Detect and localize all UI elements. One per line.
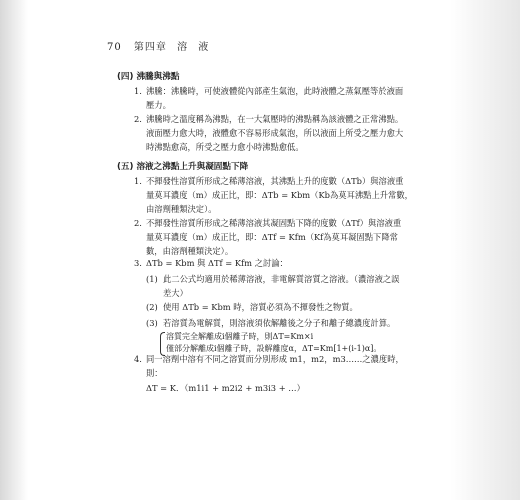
item-line: 沸騰：沸騰時，可使液體從內部產生氣泡，此時液體之蒸氣壓等於液面 bbox=[146, 86, 404, 96]
sub-item bbox=[146, 300, 358, 314]
page-header bbox=[107, 38, 209, 53]
sub-item-number: (2) bbox=[146, 302, 158, 312]
sub-item-line: 若溶質為電解質，則溶液須依解離後之分子和離子總濃度計算。 bbox=[163, 318, 396, 328]
item-line: 液面壓力愈大時，液體愈不容易形成氣泡，所以液面上所受之壓力愈大 bbox=[146, 128, 404, 138]
item-line: 同一溶劑中溶有不同之溶質而分別形成 m1，m2，m3……之濃度時， bbox=[146, 354, 404, 364]
item-line: 則： bbox=[146, 368, 163, 378]
list-item bbox=[134, 84, 404, 112]
item-number: 1. bbox=[134, 86, 142, 96]
sub-item-line: 使用 ΔTb = Kbm 時，溶質必須為不揮發性之物質。 bbox=[163, 302, 358, 312]
formula: ΔT = K．（m1i1 + m2i2 + m3i3 + …） bbox=[146, 383, 305, 393]
item-line: 量莫耳濃度（m）成正比，即：ΔTb = Kbm（Kb為莫耳沸點上升常數， bbox=[146, 190, 413, 200]
item-line: 不揮發性溶質所形成之稀薄溶液其凝固點下降的度數（ΔTf）與溶液重 bbox=[146, 218, 402, 228]
item-line: ΔTb = Kbm 與 ΔTf = Kfm 之討論： bbox=[146, 258, 288, 268]
item-number: 1. bbox=[134, 176, 142, 186]
chapter-title-part2: 液 bbox=[198, 42, 210, 53]
sub-item-number: (1) bbox=[146, 274, 158, 284]
item-line: 量莫耳濃度（m）成正比，即：ΔTf = Kfm（Kf為莫耳凝固點下降常 bbox=[146, 232, 398, 242]
item-line: 數，由溶劑種類決定）。 bbox=[146, 246, 234, 256]
item-number: 2. bbox=[134, 218, 142, 228]
sub-item-line: 此二公式均適用於稀薄溶液，非電解質溶質之溶液。（濃溶液之誤 bbox=[163, 274, 400, 284]
item-line: 時沸點愈高，所受之壓力愈小時沸點愈低。 bbox=[146, 142, 304, 152]
item-line: 壓力。 bbox=[146, 100, 171, 110]
list-item bbox=[134, 174, 413, 216]
sub-item-line: 差大） bbox=[163, 288, 188, 298]
brace-case-line: 僅部分解離成i個離子時，設解離度α，ΔT=Km[1+(i-1)α]。 bbox=[166, 344, 382, 353]
item-line: 由溶劑種類決定）。 bbox=[146, 204, 217, 214]
sub-item bbox=[146, 316, 396, 330]
item-number: 2. bbox=[134, 114, 142, 124]
page-number: 70 bbox=[107, 42, 122, 53]
item-line: 沸騰時之溫度稱為沸點，在一大氣壓時的沸點稱為該液體之正常沸點。 bbox=[146, 114, 404, 124]
sub-item bbox=[146, 272, 400, 300]
item-line: 不揮發性溶質所形成之稀薄溶液，其沸點上升的度數（ΔTb）與溶液重 bbox=[146, 176, 404, 186]
chapter-title-part1: 溶 bbox=[177, 42, 189, 53]
list-item bbox=[134, 256, 288, 270]
brace-case-line: 溶質完全解離成i個離子時，則ΔT=Km×i bbox=[166, 332, 314, 341]
section-heading: (四) 沸騰與沸點 bbox=[117, 72, 180, 82]
section-heading: (五) 溶液之沸點上升與凝固點下降 bbox=[117, 162, 249, 172]
sub-item-number: (3) bbox=[146, 318, 158, 328]
list-item bbox=[134, 112, 404, 154]
item-number: 3. bbox=[134, 258, 142, 268]
list-item bbox=[134, 216, 402, 258]
chapter-label: 第四章 bbox=[133, 42, 167, 53]
item-number: 4. bbox=[134, 354, 142, 364]
list-item bbox=[134, 352, 404, 380]
